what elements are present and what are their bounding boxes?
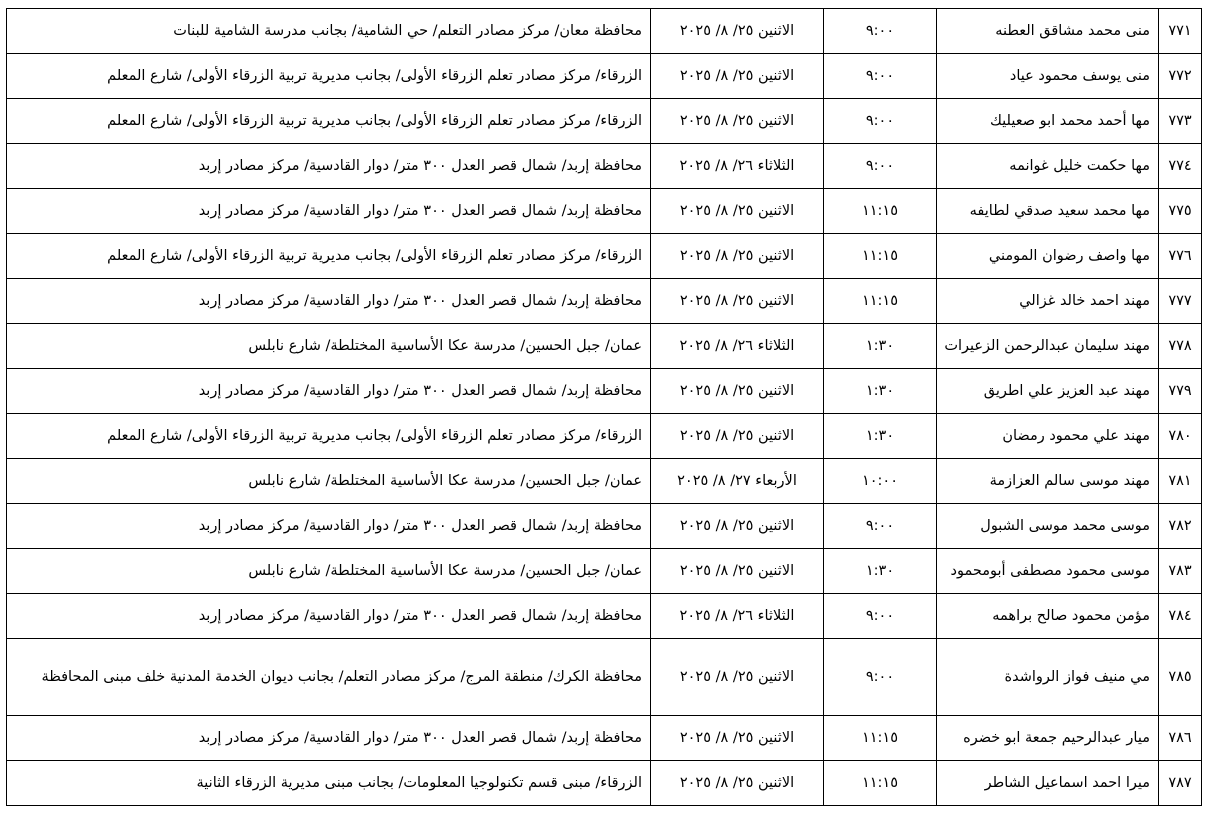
row-number-cell: ٧٧٥ <box>1159 189 1202 234</box>
table-row <box>7 189 1202 234</box>
name-cell: مؤمن محمود صالح براهمه <box>937 594 1159 639</box>
name-cell: مهند سليمان عبدالرحمن الزعيرات <box>937 324 1159 369</box>
table-row <box>7 99 1202 144</box>
row-number-cell: ٧٧٧ <box>1159 279 1202 324</box>
location-cell: عمان/ جبل الحسين/ مدرسة عكا الأساسية المختلطة/ شارع نابلس <box>7 324 651 369</box>
date-cell: الاثنين ٢٥/ ٨/ ٢٠٢٥ <box>651 504 824 549</box>
time-cell: ٩:٠٠ <box>824 9 937 54</box>
time-cell: ٩:٠٠ <box>824 144 937 189</box>
location-cell: الزرقاء/ مركز مصادر تعلم الزرقاء الأولى/ بجانب مديرية تربية الزرقاء الأولى/ شارع المعلم <box>7 54 651 99</box>
time-cell: ١:٣٠ <box>824 324 937 369</box>
name-cell: مي منيف فواز الرواشدة <box>937 639 1159 716</box>
row-number-cell: ٧٧٦ <box>1159 234 1202 279</box>
date-cell: الاثنين ٢٥/ ٨/ ٢٠٢٥ <box>651 99 824 144</box>
location-cell: الزرقاء/ مركز مصادر تعلم الزرقاء الأولى/ بجانب مديرية تربية الزرقاء الأولى/ شارع المعلم <box>7 234 651 279</box>
table-row <box>7 234 1202 279</box>
location-cell: محافظة إربد/ شمال قصر العدل ٣٠٠ متر/ دوار القادسية/ مركز مصادر إربد <box>7 594 651 639</box>
name-cell: مها أحمد محمد ابو صعيليك <box>937 99 1159 144</box>
name-cell: مهند موسى سالم العزازمة <box>937 459 1159 504</box>
date-cell: الاثنين ٢٥/ ٨/ ٢٠٢٥ <box>651 414 824 459</box>
location-cell: محافظة إربد/ شمال قصر العدل ٣٠٠ متر/ دوار القادسية/ مركز مصادر إربد <box>7 144 651 189</box>
schedule-table <box>6 8 1202 806</box>
row-number-cell: ٧٧٨ <box>1159 324 1202 369</box>
date-cell: الثلاثاء ٢٦/ ٨/ ٢٠٢٥ <box>651 144 824 189</box>
table-row <box>7 761 1202 806</box>
name-cell: مهند احمد خالد غزالي <box>937 279 1159 324</box>
location-cell: الزرقاء/ مركز مصادر تعلم الزرقاء الأولى/ بجانب مديرية تربية الزرقاء الأولى/ شارع المعلم <box>7 414 651 459</box>
time-cell: ١١:١٥ <box>824 279 937 324</box>
table-row <box>7 9 1202 54</box>
row-number-cell: ٧٧١ <box>1159 9 1202 54</box>
name-cell: منى محمد مشاقق العطنه <box>937 9 1159 54</box>
table-row <box>7 549 1202 594</box>
name-cell: موسى محمد موسى الشبول <box>937 504 1159 549</box>
table-row <box>7 369 1202 414</box>
time-cell: ١١:١٥ <box>824 189 937 234</box>
name-cell: مها محمد سعيد صدقي لطايفه <box>937 189 1159 234</box>
table-row <box>7 459 1202 504</box>
time-cell: ٩:٠٠ <box>824 54 937 99</box>
date-cell: الثلاثاء ٢٦/ ٨/ ٢٠٢٥ <box>651 324 824 369</box>
row-number-cell: ٧٧٣ <box>1159 99 1202 144</box>
table-row <box>7 639 1202 716</box>
location-cell: محافظة الكرك/ منطقة المرج/ مركز مصادر التعلم/ بجانب ديوان الخدمة المدنية خلف مبنى المحافظة <box>7 639 651 716</box>
date-cell: الاثنين ٢٥/ ٨/ ٢٠٢٥ <box>651 9 824 54</box>
row-number-cell: ٧٨٧ <box>1159 761 1202 806</box>
location-cell: محافظة إربد/ شمال قصر العدل ٣٠٠ متر/ دوار القادسية/ مركز مصادر إربد <box>7 369 651 414</box>
name-cell: موسى محمود مصطفى أبومحمود <box>937 549 1159 594</box>
table-row <box>7 279 1202 324</box>
table-row <box>7 716 1202 761</box>
date-cell: الاثنين ٢٥/ ٨/ ٢٠٢٥ <box>651 549 824 594</box>
time-cell: ١١:١٥ <box>824 716 937 761</box>
time-cell: ١:٣٠ <box>824 414 937 459</box>
time-cell: ١:٣٠ <box>824 369 937 414</box>
time-cell: ٩:٠٠ <box>824 594 937 639</box>
row-number-cell: ٧٧٢ <box>1159 54 1202 99</box>
table-row <box>7 54 1202 99</box>
row-number-cell: ٧٨٠ <box>1159 414 1202 459</box>
time-cell: ٩:٠٠ <box>824 639 937 716</box>
table-row <box>7 414 1202 459</box>
date-cell: الأربعاء ٢٧/ ٨/ ٢٠٢٥ <box>651 459 824 504</box>
name-cell: مها واصف رضوان المومني <box>937 234 1159 279</box>
name-cell: ميار عبدالرحيم جمعة ابو خضره <box>937 716 1159 761</box>
date-cell: الاثنين ٢٥/ ٨/ ٢٠٢٥ <box>651 234 824 279</box>
location-cell: محافظة إربد/ شمال قصر العدل ٣٠٠ متر/ دوار القادسية/ مركز مصادر إربد <box>7 279 651 324</box>
location-cell: محافظة إربد/ شمال قصر العدل ٣٠٠ متر/ دوار القادسية/ مركز مصادر إربد <box>7 189 651 234</box>
name-cell: ميرا احمد اسماعيل الشاطر <box>937 761 1159 806</box>
date-cell: الاثنين ٢٥/ ٨/ ٢٠٢٥ <box>651 189 824 234</box>
time-cell: ٩:٠٠ <box>824 99 937 144</box>
time-cell: ٩:٠٠ <box>824 504 937 549</box>
location-cell: الزرقاء/ مبنى قسم تكنولوجيا المعلومات/ بجانب مبنى مديرية الزرقاء الثانية <box>7 761 651 806</box>
name-cell: منى يوسف محمود عياد <box>937 54 1159 99</box>
row-number-cell: ٧٨٤ <box>1159 594 1202 639</box>
time-cell: ١١:١٥ <box>824 761 937 806</box>
date-cell: الثلاثاء ٢٦/ ٨/ ٢٠٢٥ <box>651 594 824 639</box>
location-cell: الزرقاء/ مركز مصادر تعلم الزرقاء الأولى/ بجانب مديرية تربية الزرقاء الأولى/ شارع المعلم <box>7 99 651 144</box>
schedule-table-body <box>7 9 1202 806</box>
time-cell: ١:٣٠ <box>824 549 937 594</box>
name-cell: مها حكمت خليل غوانمه <box>937 144 1159 189</box>
date-cell: الاثنين ٢٥/ ٨/ ٢٠٢٥ <box>651 761 824 806</box>
row-number-cell: ٧٨٢ <box>1159 504 1202 549</box>
time-cell: ١٠:٠٠ <box>824 459 937 504</box>
row-number-cell: ٧٨٦ <box>1159 716 1202 761</box>
name-cell: مهند عبد العزيز علي اطريق <box>937 369 1159 414</box>
name-cell: مهند علي محمود رمضان <box>937 414 1159 459</box>
date-cell: الاثنين ٢٥/ ٨/ ٢٠٢٥ <box>651 279 824 324</box>
row-number-cell: ٧٨٣ <box>1159 549 1202 594</box>
date-cell: الاثنين ٢٥/ ٨/ ٢٠٢٥ <box>651 54 824 99</box>
table-row <box>7 324 1202 369</box>
time-cell: ١١:١٥ <box>824 234 937 279</box>
row-number-cell: ٧٧٩ <box>1159 369 1202 414</box>
date-cell: الاثنين ٢٥/ ٨/ ٢٠٢٥ <box>651 369 824 414</box>
location-cell: عمان/ جبل الحسين/ مدرسة عكا الأساسية المختلطة/ شارع نابلس <box>7 459 651 504</box>
row-number-cell: ٧٨٥ <box>1159 639 1202 716</box>
location-cell: محافظة إربد/ شمال قصر العدل ٣٠٠ متر/ دوار القادسية/ مركز مصادر إربد <box>7 716 651 761</box>
table-row <box>7 144 1202 189</box>
row-number-cell: ٧٧٤ <box>1159 144 1202 189</box>
location-cell: محافظة إربد/ شمال قصر العدل ٣٠٠ متر/ دوار القادسية/ مركز مصادر إربد <box>7 504 651 549</box>
row-number-cell: ٧٨١ <box>1159 459 1202 504</box>
table-row <box>7 504 1202 549</box>
date-cell: الاثنين ٢٥/ ٨/ ٢٠٢٥ <box>651 639 824 716</box>
location-cell: عمان/ جبل الحسين/ مدرسة عكا الأساسية المختلطة/ شارع نابلس <box>7 549 651 594</box>
schedule-page <box>6 8 1202 806</box>
date-cell: الاثنين ٢٥/ ٨/ ٢٠٢٥ <box>651 716 824 761</box>
table-row <box>7 594 1202 639</box>
location-cell: محافظة معان/ مركز مصادر التعلم/ حي الشامية/ بجانب مدرسة الشامية للبنات <box>7 9 651 54</box>
